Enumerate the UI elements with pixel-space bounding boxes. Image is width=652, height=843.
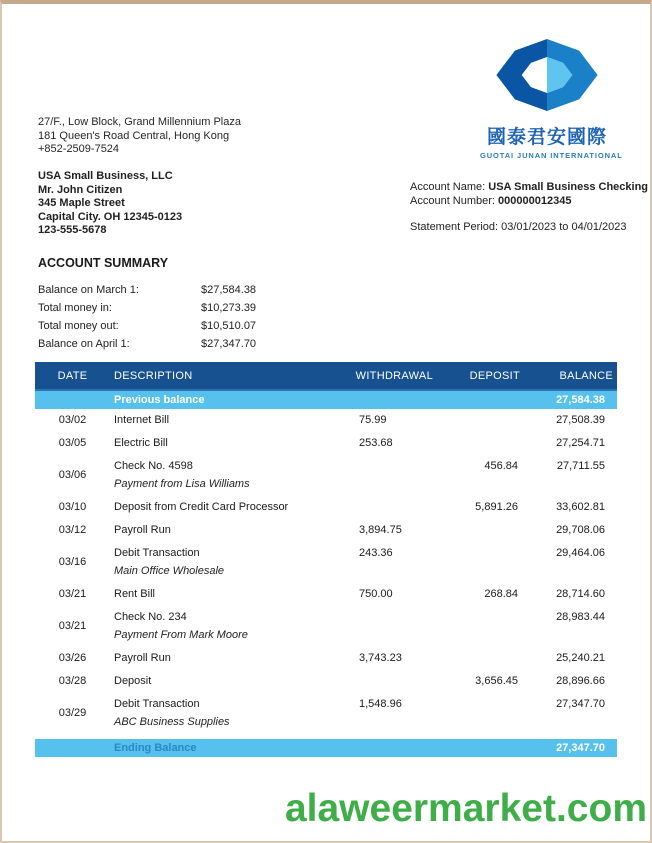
transaction-description: Deposit: [114, 675, 152, 687]
recipient-address: [38, 170, 182, 238]
table-row: [35, 432, 617, 455]
account-summary-title: ACCOUNT SUMMARY: [38, 256, 169, 270]
account-name-row: [410, 180, 648, 194]
transaction-balance: 29,464.06: [556, 547, 605, 559]
summary-row: [38, 299, 256, 317]
transaction-date: 03/06: [58, 469, 87, 481]
transaction-description-cell: [110, 501, 355, 514]
summary-value: $10,510.07: [201, 320, 257, 332]
transaction-deposit: 268.84: [484, 588, 518, 600]
transaction-deposit: 5,891.26: [475, 501, 518, 513]
summary-value: $10,273.39: [201, 302, 257, 314]
previous-balance-label: Previous balance: [114, 394, 205, 406]
transaction-withdrawal: 1,548.96: [359, 698, 402, 710]
transaction-withdrawal: 75.99: [359, 414, 387, 426]
transaction-withdrawal: 253.68: [359, 437, 393, 449]
summary-label: Total money in:: [38, 302, 112, 314]
transaction-description-cell: [110, 698, 355, 729]
previous-balance-value: 27,584.38: [556, 394, 605, 406]
transaction-description-cell: [110, 437, 355, 450]
transaction-description-cell: [110, 675, 355, 688]
recipient-line: 123-555-5678: [38, 224, 107, 236]
transaction-withdrawal: 750.00: [359, 588, 393, 600]
table-header: [35, 362, 617, 391]
summary-label: Total money out:: [38, 320, 119, 332]
bank-name-chinese: 國泰君安國際: [486, 127, 607, 148]
transaction-balance: 25,240.21: [556, 652, 605, 664]
transaction-description-cell: [110, 524, 355, 537]
transaction-balance: 28,714.60: [556, 588, 605, 600]
recipient-line: USA Small Business, LLC: [38, 170, 173, 182]
table-row: [35, 409, 617, 432]
transaction-date: 03/21: [58, 620, 87, 632]
transaction-balance: 27,711.55: [556, 460, 605, 472]
account-name-value: USA Small Business Checking: [488, 181, 649, 193]
watermark-text: alaweermarket.com: [284, 787, 647, 830]
account-summary: [38, 281, 256, 353]
transaction-description-cell: [110, 611, 355, 642]
table-row: [35, 670, 617, 693]
transaction-date: 03/28: [58, 675, 87, 687]
transaction-description: Payroll Run: [114, 524, 171, 536]
summary-label: Balance on March 1:: [38, 284, 139, 296]
header-cell-deposit: DEPOSIT: [469, 369, 520, 382]
summary-row: [38, 335, 256, 353]
transaction-balance: 27,508.39: [556, 414, 605, 426]
header-cell-balance: BALANCE: [559, 369, 613, 382]
summary-value: $27,584.38: [201, 284, 257, 296]
summary-value: $27,347.70: [201, 338, 257, 350]
summary-label: Balance on April 1:: [38, 338, 130, 350]
transaction-date: 03/16: [58, 556, 87, 568]
transaction-withdrawal: 3,743.23: [359, 652, 402, 664]
account-info: [410, 180, 648, 234]
transaction-note: ABC Business Supplies: [114, 716, 230, 728]
table-row: [35, 693, 617, 734]
recipient-line: Mr. John Citizen: [38, 183, 123, 196]
statement-period-row: [410, 220, 648, 234]
ending-balance-row: [35, 739, 617, 757]
previous-balance-row: [35, 391, 617, 409]
header-cell-description: DESCRIPTION: [114, 369, 193, 382]
transaction-date: 03/10: [58, 501, 87, 513]
transaction-description: Rent Bill: [114, 588, 155, 600]
transaction-description: Payroll Run: [114, 652, 171, 664]
table-row: [35, 455, 617, 496]
transaction-description-cell: [110, 547, 355, 578]
transaction-withdrawal: 3,894.75: [359, 524, 402, 536]
transaction-description: Debit Transaction: [114, 698, 200, 710]
transactions-table: [35, 362, 617, 757]
transaction-date: 03/26: [58, 652, 87, 664]
transaction-deposit: 456.84: [484, 460, 518, 472]
transaction-withdrawal: 243.36: [359, 547, 393, 559]
transaction-balance: 33,602.81: [556, 501, 605, 513]
transaction-balance: 28,983.44: [556, 611, 605, 623]
table-row: [35, 647, 617, 670]
transaction-date: 03/29: [58, 707, 87, 719]
table-row: [35, 606, 617, 647]
header-cell-withdrawal: WITHDRAWAL: [355, 369, 433, 382]
account-number-value: 000000012345: [498, 195, 572, 207]
transaction-description: Debit Transaction: [114, 547, 200, 559]
table-row: [35, 496, 617, 519]
bank-logo-icon: [488, 38, 606, 112]
summary-row: [38, 317, 256, 335]
transaction-description: Check No. 4598: [114, 460, 193, 472]
header-cell-date: DATE: [57, 369, 88, 382]
transaction-balance: 27,347.70: [556, 698, 605, 710]
transaction-description: Internet Bill: [114, 414, 170, 426]
bank-address-line: 27/F., Low Block, Grand Millennium Plaza: [38, 116, 241, 128]
transaction-description-cell: [110, 652, 355, 665]
table-row: [35, 542, 617, 583]
transaction-balance: 27,254.71: [556, 437, 605, 449]
transaction-description: Check No. 234: [114, 611, 187, 623]
table-row: [35, 583, 617, 606]
bank-address: [38, 116, 241, 157]
account-number-row: [410, 194, 648, 208]
statement-period-label: Statement Period:: [410, 221, 499, 233]
ending-balance-value: 27,347.70: [556, 742, 605, 754]
ending-balance-label: Ending Balance: [114, 742, 197, 754]
transaction-description: Deposit from Credit Card Processor: [114, 501, 289, 513]
bank-name-english: GUOTAI JUNAN INTERNATIONAL: [480, 151, 623, 160]
transaction-date: 03/02: [58, 414, 87, 426]
transaction-date: 03/05: [58, 437, 87, 449]
transaction-balance: 29,708.06: [556, 524, 605, 536]
transaction-description-cell: [110, 414, 355, 427]
transaction-note: Payment From Mark Moore: [114, 629, 248, 641]
table-row: [35, 519, 617, 542]
bank-logo: [480, 38, 623, 160]
account-number-label: Account Number:: [410, 195, 495, 207]
transaction-description-cell: [110, 460, 355, 491]
transaction-note: Payment from Lisa Williams: [114, 478, 250, 490]
transaction-balance: 28,896.66: [556, 675, 605, 687]
bank-address-line: +852-2509-7524: [38, 143, 120, 155]
transaction-date: 03/12: [58, 524, 87, 536]
recipient-line: 345 Maple Street: [38, 197, 125, 209]
transaction-note: Main Office Wholesale: [114, 565, 225, 577]
transaction-deposit: 3,656.45: [475, 675, 518, 687]
summary-row: [38, 281, 256, 299]
transaction-description-cell: [110, 588, 355, 601]
recipient-line: Capital City. OH 12345-0123: [38, 210, 183, 223]
statement-period-value: 03/01/2023 to 04/01/2023: [501, 221, 627, 233]
transaction-date: 03/21: [58, 588, 87, 600]
account-name-label: Account Name:: [410, 181, 486, 193]
transaction-rows: [35, 409, 617, 734]
transaction-description: Electric Bill: [114, 437, 168, 449]
bank-address-line: 181 Queen's Road Central, Hong Kong: [38, 129, 230, 142]
